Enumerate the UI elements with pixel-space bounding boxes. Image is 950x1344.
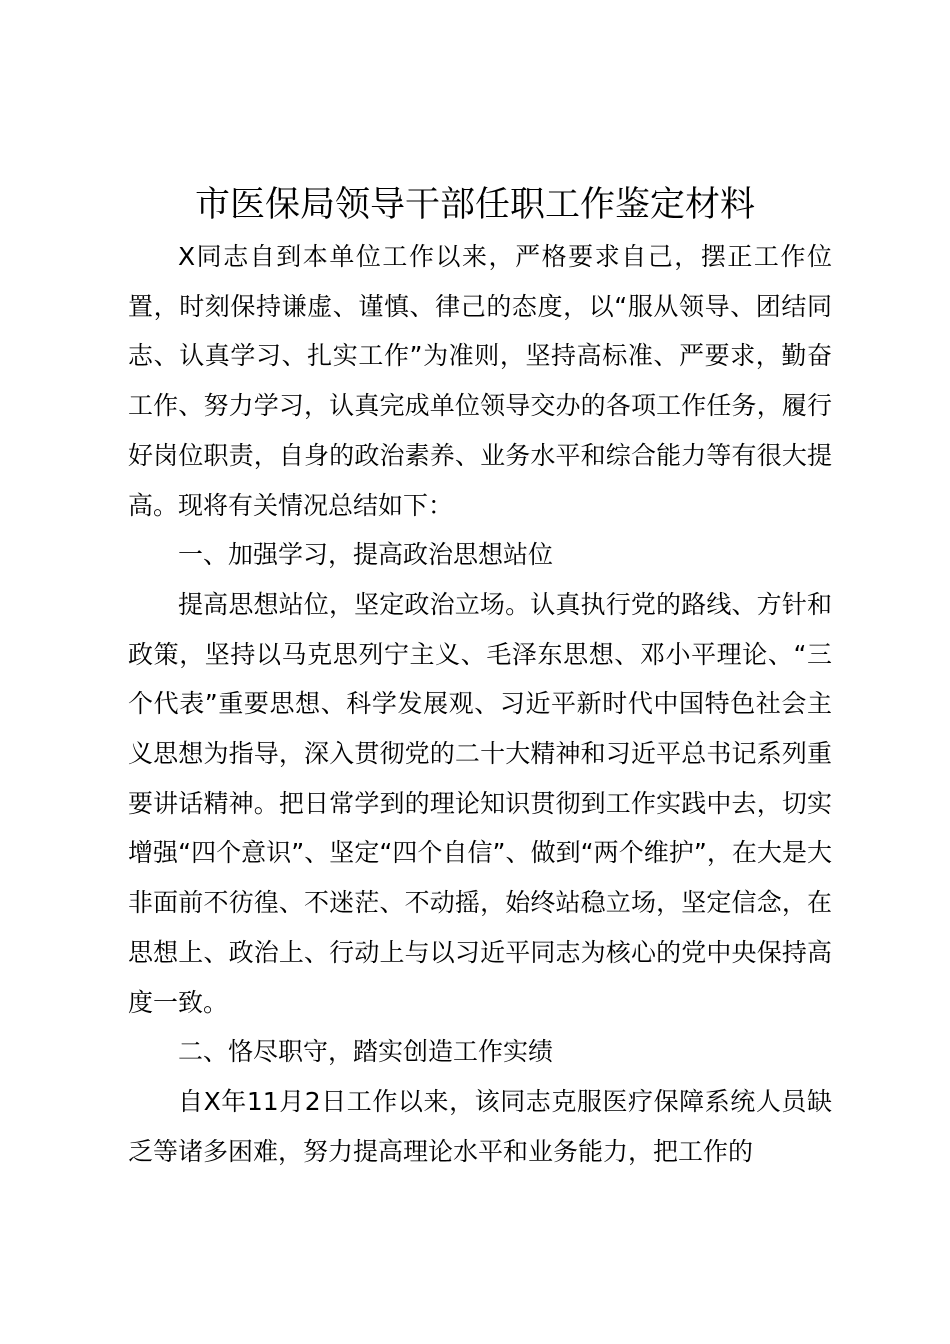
intro-paragraph: X同志自到本单位工作以来，严格要求自己，摆正工作位置，时刻保持谦虚、谨慎、律己的态度，以“服从领导、团结同志、认真学习、扎实工作”为准则，坚持高标准、严要求，勤奋工作、努力学习，认真完成单位领导交办的各项工作任务，履行好岗位职责，自身的政治素养、业务水平和综合能力等有很大提高。现将有关情况总结如下： xyxy=(128,242,832,520)
document-title: 市医保局领导干部任职工作鉴定材料 xyxy=(194,185,755,225)
document-body xyxy=(128,232,832,1176)
section-2-paragraph: 自X年11月2日工作以来，该同志克服医疗保障系统人员缺乏等诸多困难，努力提高理论水平和业务能力，把工作的 xyxy=(128,1086,832,1166)
section-1-paragraph: 提高思想站位，坚定政治立场。认真执行党的路线、方针和政策，坚持以马克思列宁主义、毛泽东思想、邓小平理论、“三个代表”重要思想、科学发展观、习近平新时代中国特色社会主义思想为指导，深入贯彻党的二十大精神和习近平总书记系列重要讲话精神。把日常学到的理论知识贯彻到工作实践中去，切实增强“四个意识”、坚定“四个自信”、做到“两个维护”，在大是大非面前不彷徨、不迷茫、不动摇，始终站稳立场，坚定信念，在思想上、政治上、行动上与以习近平同志为核心的党中央保持高度一致。 xyxy=(128,589,832,1017)
section-1-heading: 一、加强学习，提高政治思想站位 xyxy=(178,540,554,570)
section-2-heading: 二、恪尽职守，踏实创造工作实绩 xyxy=(178,1037,554,1067)
